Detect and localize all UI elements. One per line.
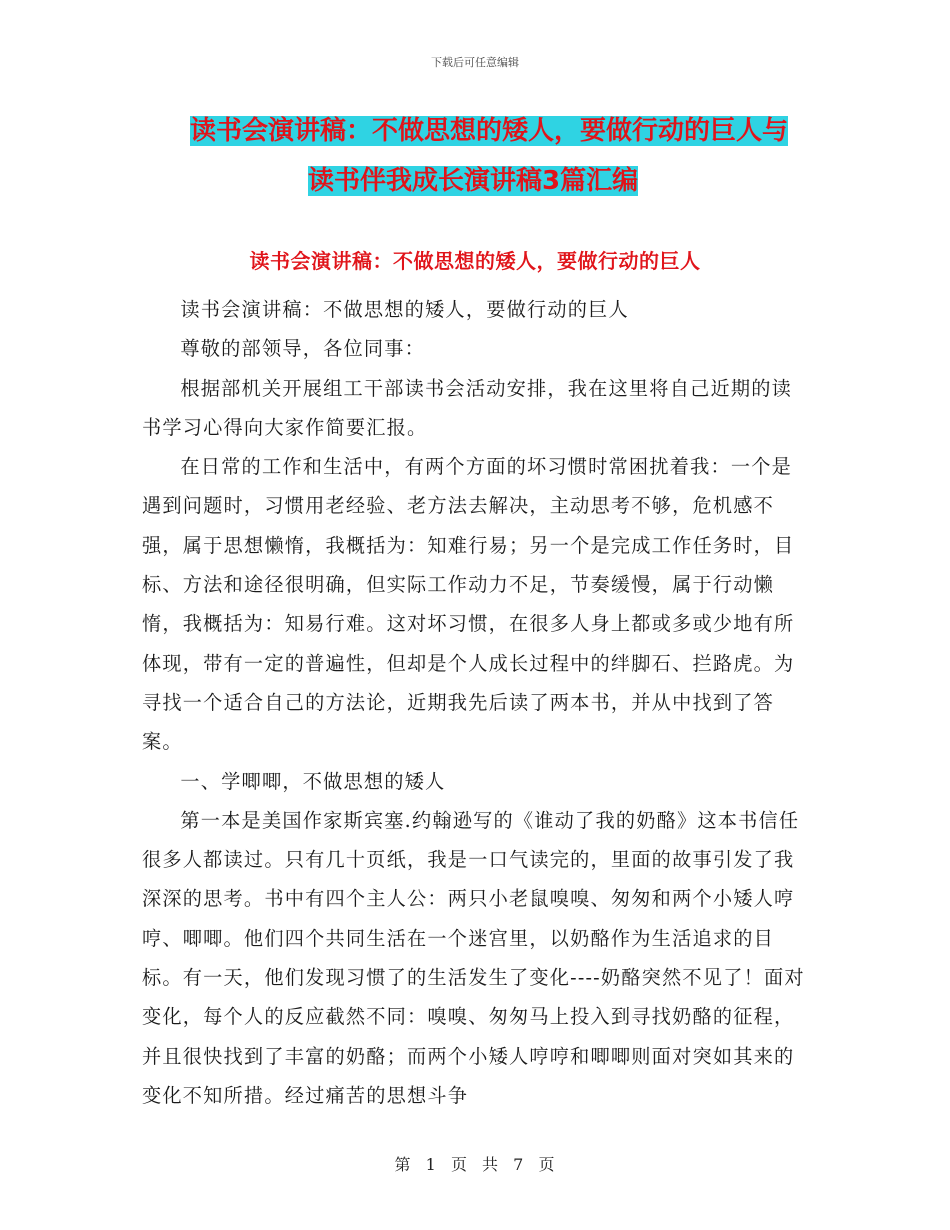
- paragraph: 读书会演讲稿：不做思想的矮人，要做行动的巨人: [180, 298, 629, 321]
- footer-suffix: 页: [538, 1155, 556, 1174]
- footer-mid: 页: [450, 1155, 468, 1174]
- total-page-count: 7: [513, 1155, 525, 1174]
- document-title: [190, 106, 810, 206]
- body-text: [142, 290, 810, 1115]
- page-footer: [0, 1152, 950, 1175]
- paragraph: 第一本是美国作家斯宾塞.约翰逊写的《谁动了我的奶酪》这本书信任很多人都读过。只有几十页纸，我是一口气读完的，里面的故事引发了我深深的思考。书中有四个主人公：两只小老鼠嗅嗅、匆匆和两个小矮人哼哼、唧唧。他们四个共同生活在一个迷宫里，以奶酪作为生活追求的目标。有一天，他们发现习惯了的生活发生了变化----奶酪突然不见了！面对变化，每个人的反应截然不同：嗅嗅、匆匆马上投入到寻找奶酪的征程，并且很快找到了丰富的奶酪；而两个小矮人哼哼和唧唧则面对突如其来的变化不知所措。经过痛苦的思想斗争: [142, 808, 805, 1107]
- paragraph: 在日常的工作和生活中，有两个方面的坏习惯时常困扰着我：一个是遇到问题时，习惯用老经验、老方法去解决，主动思考不够，危机感不强，属于思想懒惰，我概括为：知难行易；另一个是完成工作任务时，目标、方法和途径很明确，但实际工作动力不足，节奏缓慢，属于行动懒惰，我概括为：知易行难。这对坏习惯，在很多人身上都或多或少地有所体现，带有一定的普遍性，但却是个人成长过程中的绊脚石、拦路虎。为寻找一个适合自己的方法论，近期我先后读了两本书，并从中找到了答案。: [142, 455, 795, 754]
- header-note: 下载后可任意编辑: [431, 56, 519, 69]
- footer-total-prefix: 共: [482, 1155, 500, 1174]
- current-page-number: 1: [425, 1155, 437, 1174]
- paragraph: 根据部机关开展组工干部读书会活动安排，我在这里将自己近期的读书学习心得向大家作简要汇报。: [142, 376, 793, 439]
- title-line-2: 读书伴我成长演讲稿3篇汇编: [308, 166, 639, 196]
- paragraph: 一、学唧唧，不做思想的矮人: [180, 769, 446, 793]
- section-title: 读书会演讲稿：不做思想的矮人，要做行动的巨人: [249, 249, 701, 273]
- title-line-1: 读书会演讲稿：不做思想的矮人，要做行动的巨人与: [190, 116, 789, 146]
- footer-prefix: 第: [394, 1155, 412, 1174]
- paragraph: 尊敬的部领导，各位同事：: [180, 337, 426, 361]
